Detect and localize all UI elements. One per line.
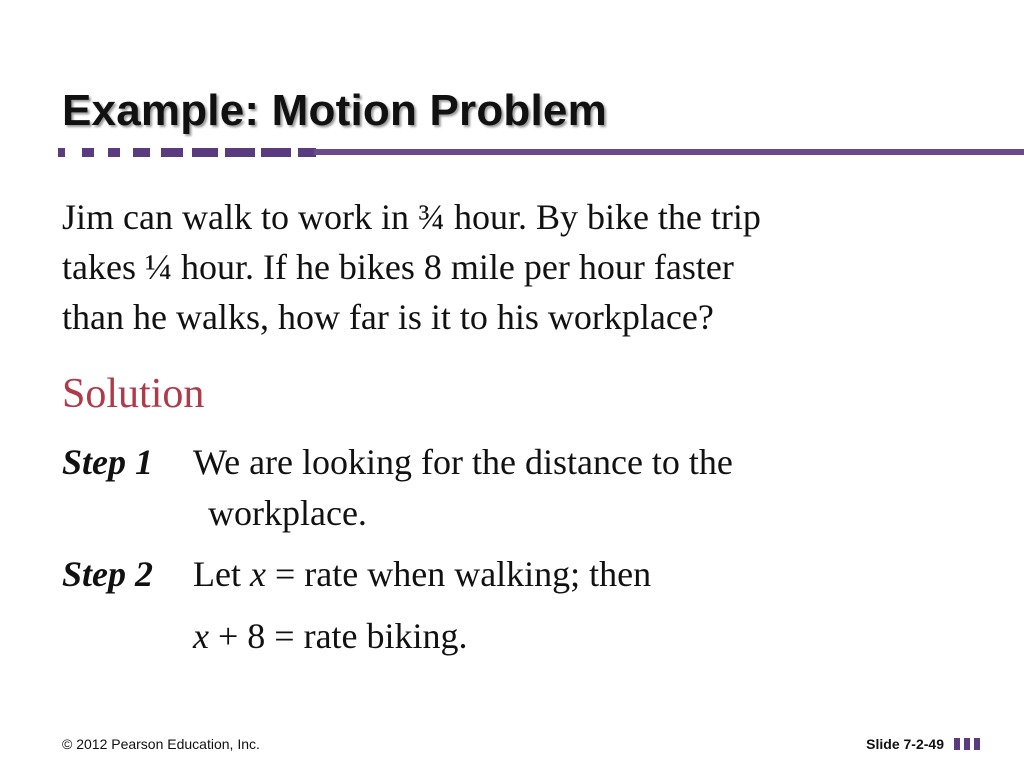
title-underline <box>58 148 1024 157</box>
step2-biking-rate: + 8 = rate biking. <box>208 616 468 656</box>
problem-line: takes ¼ hour. If he bikes 8 mile per hour faster <box>62 247 734 287</box>
problem-line: Jim can walk to work in ¾ hour. By bike the trip <box>62 197 761 237</box>
step2-text-line2 <box>193 615 468 657</box>
variable-x: x <box>249 554 266 594</box>
problem-line: than he walks, how far is it to his workplace? <box>62 297 714 337</box>
step2-label: Step 2 <box>62 554 154 594</box>
step1-label: Step 1 <box>62 442 154 482</box>
variable-x: x <box>193 616 209 656</box>
copyright-notice: © 2012 Pearson Education, Inc. <box>62 736 260 752</box>
slide-title: Example: Motion Problem <box>62 86 607 135</box>
step2-let: Let <box>193 554 250 594</box>
step2-walking-rate: = rate when walking; then <box>265 554 652 594</box>
step1-text-line2: workplace. <box>208 493 367 533</box>
solution-heading: Solution <box>62 371 205 417</box>
slide-bars-icon <box>954 738 984 750</box>
step1-text-line1: We are looking for the distance to the <box>193 442 733 482</box>
step2-text-line1 <box>193 553 651 595</box>
problem-statement <box>62 192 962 342</box>
slide-number: Slide 7-2-49 <box>866 736 944 752</box>
